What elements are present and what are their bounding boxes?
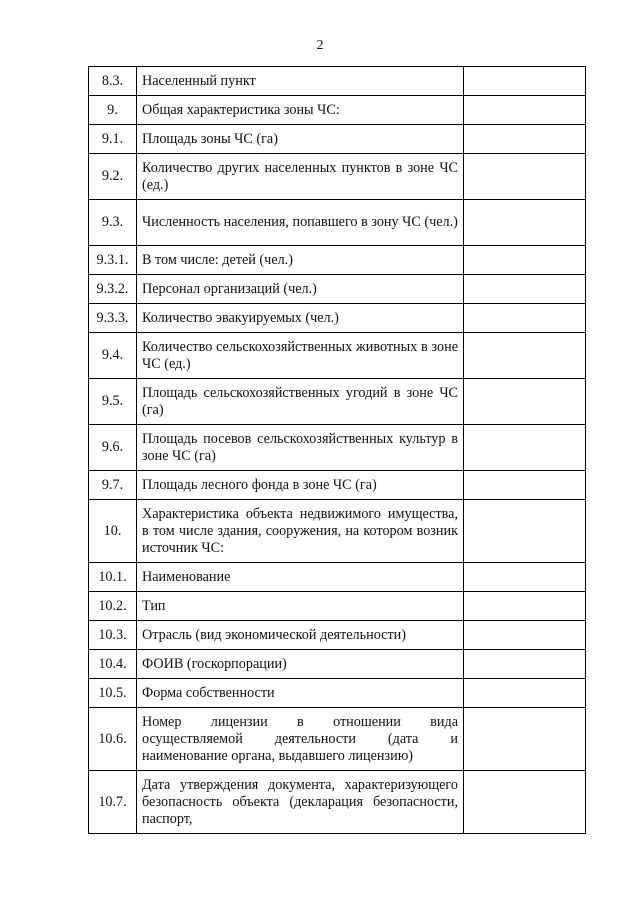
row-value-cell[interactable] xyxy=(464,275,586,304)
row-value-cell[interactable] xyxy=(464,679,586,708)
row-number: 9.3.3. xyxy=(89,304,137,333)
row-value-cell[interactable] xyxy=(464,200,586,246)
table-row xyxy=(89,246,586,275)
row-description: Количество других населенных пунктов в зоне ЧС (ед.) xyxy=(137,154,464,200)
form-table xyxy=(88,66,586,834)
row-number: 9.1. xyxy=(89,125,137,154)
row-value-cell[interactable] xyxy=(464,379,586,425)
table-row xyxy=(89,621,586,650)
table-row xyxy=(89,563,586,592)
row-value-cell[interactable] xyxy=(464,333,586,379)
table-row xyxy=(89,592,586,621)
table-row xyxy=(89,771,586,834)
row-value-cell[interactable] xyxy=(464,563,586,592)
row-value-cell[interactable] xyxy=(464,592,586,621)
row-value-cell[interactable] xyxy=(464,708,586,771)
table-row xyxy=(89,471,586,500)
row-description: Наименование xyxy=(137,563,464,592)
row-value-cell[interactable] xyxy=(464,246,586,275)
row-number: 10.4. xyxy=(89,650,137,679)
row-number: 10.1. xyxy=(89,563,137,592)
row-number: 9.3. xyxy=(89,200,137,246)
table-row xyxy=(89,154,586,200)
table-row xyxy=(89,708,586,771)
row-value-cell[interactable] xyxy=(464,650,586,679)
row-number: 9. xyxy=(89,96,137,125)
row-number: 10.6. xyxy=(89,708,137,771)
table-row xyxy=(89,304,586,333)
row-number: 9.3.1. xyxy=(89,246,137,275)
row-number: 9.3.2. xyxy=(89,275,137,304)
row-description: Характеристика объекта недвижимого имущества, в том числе здания, сооружения, на котором возник источник ЧС: xyxy=(137,500,464,563)
row-description: Количество эвакуируемых (чел.) xyxy=(137,304,464,333)
row-value-cell[interactable] xyxy=(464,67,586,96)
row-number: 9.4. xyxy=(89,333,137,379)
row-number: 9.2. xyxy=(89,154,137,200)
row-value-cell[interactable] xyxy=(464,500,586,563)
row-description: Площадь зоны ЧС (га) xyxy=(137,125,464,154)
row-value-cell[interactable] xyxy=(464,771,586,834)
row-description: В том числе: детей (чел.) xyxy=(137,246,464,275)
table-row xyxy=(89,679,586,708)
row-value-cell[interactable] xyxy=(464,304,586,333)
row-description: Площадь лесного фонда в зоне ЧС (га) xyxy=(137,471,464,500)
table-row xyxy=(89,650,586,679)
row-number: 10.7. xyxy=(89,771,137,834)
row-description: Численность населения, попавшего в зону ЧС (чел.) xyxy=(137,200,464,246)
row-description: ФОИВ (госкорпорации) xyxy=(137,650,464,679)
row-number: 10.2. xyxy=(89,592,137,621)
row-value-cell[interactable] xyxy=(464,425,586,471)
row-description: Дата утверждения документа, характеризующего безопасность объекта (декларация безопасности, паспорт, xyxy=(137,771,464,834)
table-row xyxy=(89,67,586,96)
row-value-cell[interactable] xyxy=(464,125,586,154)
table-row xyxy=(89,96,586,125)
table-row xyxy=(89,425,586,471)
row-number: 8.3. xyxy=(89,67,137,96)
row-value-cell[interactable] xyxy=(464,96,586,125)
row-description: Площадь сельскохозяйственных угодий в зоне ЧС (га) xyxy=(137,379,464,425)
row-description: Персонал организаций (чел.) xyxy=(137,275,464,304)
row-number: 9.5. xyxy=(89,379,137,425)
table-row xyxy=(89,200,586,246)
row-description: Тип xyxy=(137,592,464,621)
row-number: 10.3. xyxy=(89,621,137,650)
page-number: 2 xyxy=(316,38,324,53)
row-value-cell[interactable] xyxy=(464,621,586,650)
row-description: Номер лицензии в отношении вида осуществляемой деятельности (дата и наименование органа, выдавшего лицензию) xyxy=(137,708,464,771)
row-description: Форма собственности xyxy=(137,679,464,708)
row-description: Площадь посевов сельскохозяйственных культур в зоне ЧС (га) xyxy=(137,425,464,471)
row-description: Отрасль (вид экономической деятельности) xyxy=(137,621,464,650)
row-number: 10.5. xyxy=(89,679,137,708)
row-number: 9.7. xyxy=(89,471,137,500)
table-row xyxy=(89,333,586,379)
table-row xyxy=(89,500,586,563)
table-row xyxy=(89,379,586,425)
row-number: 9.6. xyxy=(89,425,137,471)
row-value-cell[interactable] xyxy=(464,471,586,500)
row-value-cell[interactable] xyxy=(464,154,586,200)
table-row xyxy=(89,125,586,154)
row-description: Общая характеристика зоны ЧС: xyxy=(137,96,464,125)
table-row xyxy=(89,275,586,304)
row-number: 10. xyxy=(89,500,137,563)
row-description: Населенный пункт xyxy=(137,67,464,96)
row-description: Количество сельскохозяйственных животных в зоне ЧС (ед.) xyxy=(137,333,464,379)
